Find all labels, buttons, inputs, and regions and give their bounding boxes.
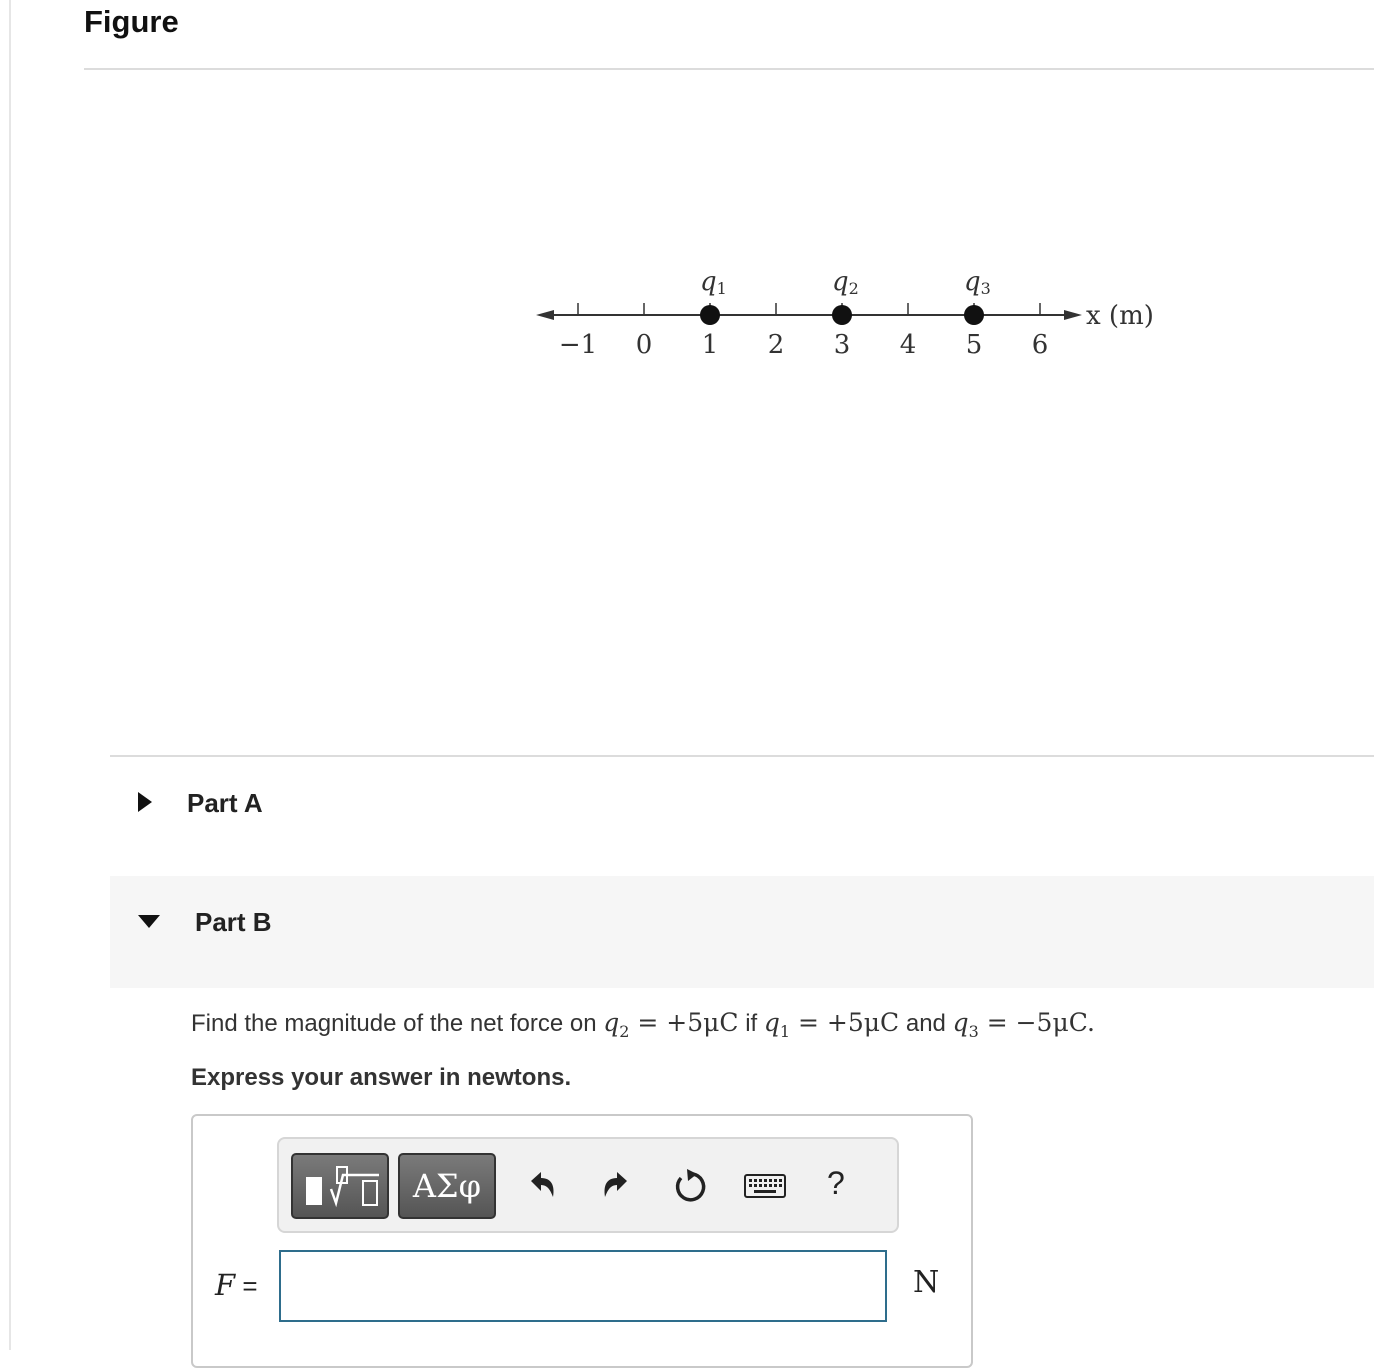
- math-toolbar: [277, 1137, 899, 1233]
- answer-unit: N: [913, 1265, 940, 1300]
- axis-tick-label: 4: [899, 330, 917, 360]
- symbols-button[interactable]: ΑΣφ: [398, 1153, 496, 1219]
- answer-variable-label: F =: [215, 1268, 258, 1302]
- axis-tick-label: 0: [635, 330, 653, 360]
- redo-icon[interactable]: [597, 1165, 637, 1205]
- number-line-figure: [530, 258, 1170, 368]
- divider: [110, 755, 1374, 757]
- answer-input[interactable]: [279, 1250, 887, 1322]
- part-b-header[interactable]: Part B: [195, 907, 272, 937]
- undo-icon[interactable]: [521, 1165, 561, 1205]
- charge-label: q3: [964, 267, 991, 298]
- axis-tick-label: 5: [965, 330, 983, 360]
- axis-tick-label: 1: [701, 330, 719, 360]
- divider: [84, 68, 1374, 70]
- keyboard-icon[interactable]: [743, 1165, 787, 1205]
- templates-icon: [293, 1155, 387, 1217]
- charge-dot: [964, 305, 984, 325]
- part-b-collapse-icon[interactable]: [136, 912, 162, 932]
- axis-tick-label: −1: [558, 330, 598, 360]
- charge-label: q2: [832, 267, 859, 298]
- charge-dot: [700, 305, 720, 325]
- axis-label: x (m): [1086, 301, 1154, 331]
- question-text: Find the magnitude of the net force on $q_2 = +5\mu C$ if $q_1 = +5\mu C$ and $q_3 = -5\mu C$.: [191, 1008, 1095, 1041]
- part-a-header[interactable]: Part A: [187, 788, 263, 818]
- figure-title: Figure: [84, 4, 179, 39]
- templates-button[interactable]: [291, 1153, 389, 1219]
- help-button[interactable]: ?: [827, 1165, 845, 1201]
- answer-instruction: Express your answer in newtons.: [191, 1064, 572, 1091]
- reset-icon[interactable]: [669, 1165, 709, 1205]
- charge-dot: [832, 305, 852, 325]
- axis-tick-label: 2: [767, 330, 785, 360]
- axis-arrow-left: [536, 310, 554, 320]
- part-b-header-band[interactable]: [110, 876, 1374, 988]
- left-border: [9, 0, 11, 1350]
- part-a-expand-icon[interactable]: [136, 790, 156, 814]
- axis-tick-label: 3: [833, 330, 851, 360]
- axis-tick-label: 6: [1031, 330, 1049, 360]
- axis-arrow-right: [1064, 310, 1082, 320]
- charge-label: q1: [700, 267, 727, 298]
